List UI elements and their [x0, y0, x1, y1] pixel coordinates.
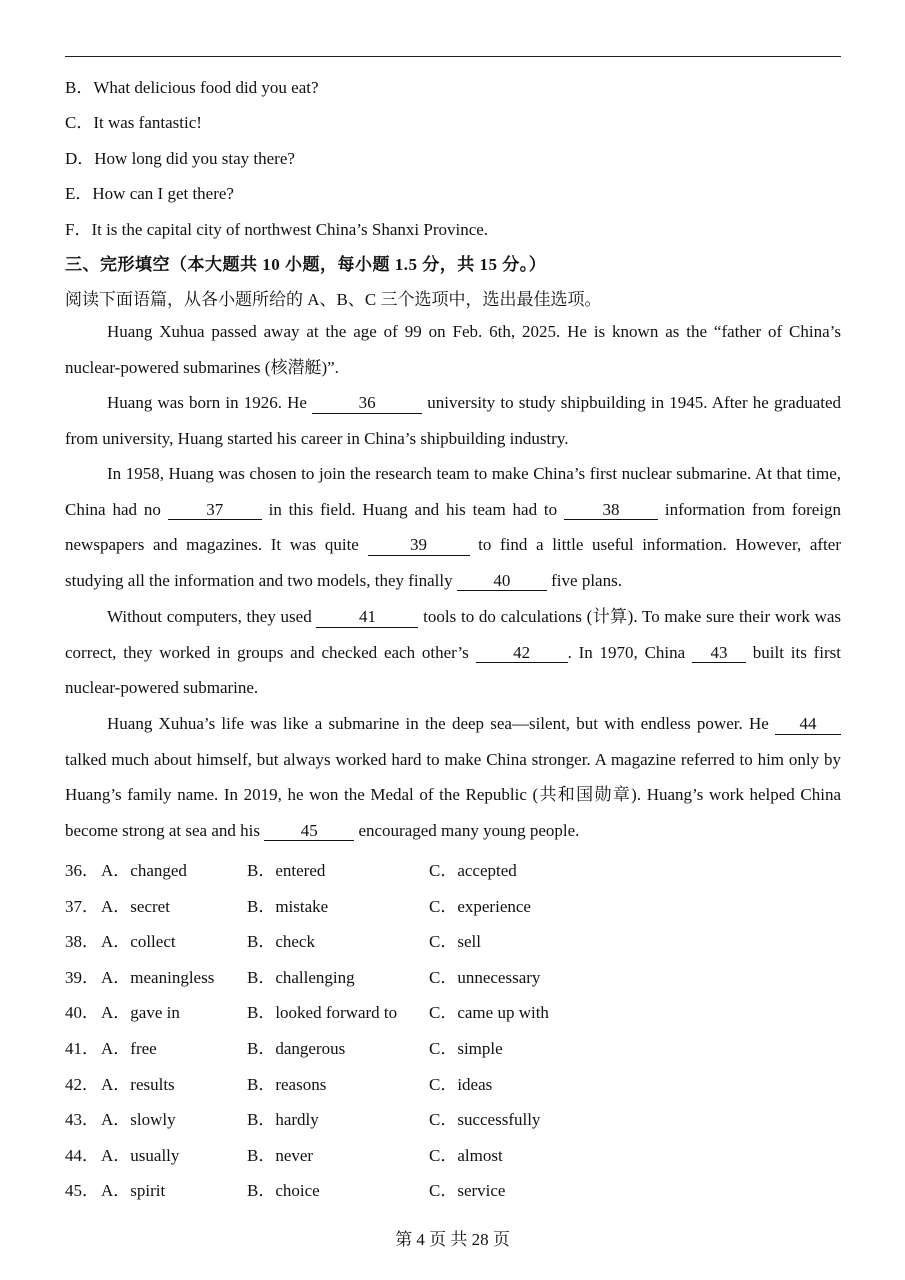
question-number: 38．: [65, 932, 99, 952]
choice-a: A．slowly: [101, 1110, 176, 1130]
choice-c: C．sell: [429, 932, 481, 952]
blank-44: 44: [775, 715, 841, 735]
section-heading: 三、完形填空（本大题共 10 小题，每小题 1.5 分，共 15 分。）: [65, 255, 547, 274]
question-row: [65, 1141, 665, 1165]
question-number: 42．: [65, 1074, 99, 1094]
header-rule: [65, 56, 841, 57]
question-number: 45．: [65, 1181, 99, 1201]
question-row: [65, 963, 665, 987]
choice-a: A．free: [101, 1039, 157, 1058]
choice-b: B．looked forward to: [247, 1003, 398, 1023]
choice-c: C．came up with: [429, 1003, 549, 1023]
choice-a: A．secret: [101, 896, 170, 916]
choice-c: C．unnecessary: [429, 967, 541, 987]
passage-paragraph-5: [65, 706, 841, 848]
question-number: 41．: [65, 1039, 99, 1058]
blank-37: 37: [168, 501, 262, 521]
blank-42: 42: [476, 644, 568, 664]
choice-a: A．collect: [101, 932, 176, 952]
question-row: [65, 1070, 665, 1094]
choice-a: A．meaningless: [101, 967, 215, 987]
choice-b: B．challenging: [247, 967, 355, 987]
option-e: E．How can I get there?: [65, 184, 234, 203]
question-number: 36．: [65, 861, 99, 880]
page-footer: 第 4 页 共 28 页: [395, 1230, 510, 1249]
choice-a: A．gave in: [101, 1003, 180, 1023]
choice-b: B．hardly: [247, 1110, 319, 1130]
choice-b: B．reasons: [247, 1074, 327, 1094]
text-run: university to study shipbuilding in 1945. After he graduated from university, Huang started his career in China’s shipbuilding industry.: [65, 393, 842, 448]
passage-paragraph-3: [65, 456, 841, 598]
text-run: to find a little useful information. However, after studying all the information and two models, they finally: [65, 535, 841, 590]
option-b: B．What delicious food did you eat?: [65, 78, 319, 97]
text-run: Huang was born in 1926. He: [107, 393, 313, 412]
blank-40: 40: [457, 572, 547, 592]
choice-c: C．ideas: [429, 1074, 493, 1094]
choice-c: C．service: [429, 1181, 506, 1201]
question-row: [65, 998, 665, 1022]
question-row: [65, 1176, 665, 1200]
blank-39: 39: [368, 536, 470, 556]
text-run: Huang Xuhua’s life was like a submarine in the deep sea—silent, but with endless power. He: [107, 714, 775, 733]
text-run: talked much about himself, but always worked hard to make China stronger. A magazine referred to him only by Huang’s family name. In 2019, he won the Medal of the Republic (共和国勋章). Huang’s work helped China become strong at sea and his: [65, 749, 841, 840]
text-run: five plans.: [546, 570, 622, 590]
blank-38: 38: [564, 501, 658, 521]
choice-b: B．entered: [247, 861, 326, 880]
blank-41: 41: [316, 608, 418, 628]
choice-b: B．never: [247, 1145, 314, 1165]
text-run: in this field. Huang and his team had to: [261, 499, 565, 519]
choice-c: C．accepted: [429, 861, 517, 880]
choice-a: A．results: [101, 1074, 175, 1094]
option-d: D．How long did you stay there?: [65, 149, 295, 168]
text-run: built its first nuclear-powered submarine.: [65, 642, 841, 697]
question-row: [65, 1105, 665, 1129]
choice-a: A．spirit: [101, 1181, 166, 1201]
text-run: encouraged many young people.: [354, 820, 580, 840]
question-row: [65, 856, 665, 880]
choice-c: C．simple: [429, 1039, 503, 1058]
choice-c: C．experience: [429, 896, 531, 916]
choice-b: B．choice: [247, 1181, 320, 1201]
section-instruction: 阅读下面语篇，从各小题所给的 A、B、C 三个选项中，选出最佳选项。: [65, 290, 602, 309]
text-run: tools to do calculations (计算). To make sure their work was correct, they worked in groups and checked each other’s: [65, 607, 842, 662]
question-number: 40．: [65, 1003, 99, 1023]
option-c: C．It was fantastic!: [65, 113, 202, 132]
choice-b: B．mistake: [247, 896, 329, 916]
passage-paragraph-2: [65, 385, 841, 456]
question-row: [65, 927, 665, 951]
choice-a: A．changed: [101, 861, 187, 880]
choice-c: C．successfully: [429, 1110, 541, 1130]
blank-43: 43: [692, 644, 746, 664]
text-run: . In 1970, China: [567, 642, 692, 662]
question-number: 44．: [65, 1145, 99, 1165]
text-run: In 1958, Huang was chosen to join the research team to make China’s first nuclear submarine. At that time, China had no: [65, 464, 841, 519]
choice-c: C．almost: [429, 1145, 503, 1165]
question-number: 43．: [65, 1110, 99, 1130]
question-number: 39．: [65, 967, 99, 987]
question-row: [65, 892, 665, 916]
blank-36: 36: [312, 394, 422, 414]
passage-paragraph-4: [65, 599, 841, 706]
option-f: F．It is the capital city of northwest China’s Shanxi Province.: [65, 220, 489, 239]
blank-45: 45: [264, 822, 354, 842]
choice-a: A．usually: [101, 1145, 180, 1165]
text-run: information from foreign newspapers and magazines. It was quite: [65, 499, 842, 554]
passage-paragraph-1: Huang Xuhua passed away at the age of 99 on Feb. 6th, 2025. He is known as the “father of China’s nuclear-powered submarines (核潜艇)”.: [65, 322, 841, 377]
text-run: Without computers, they used: [107, 607, 317, 626]
choice-b: B．check: [247, 932, 315, 952]
question-number: 37．: [65, 896, 99, 916]
question-row: [65, 1034, 665, 1058]
choice-b: B．dangerous: [247, 1039, 346, 1058]
